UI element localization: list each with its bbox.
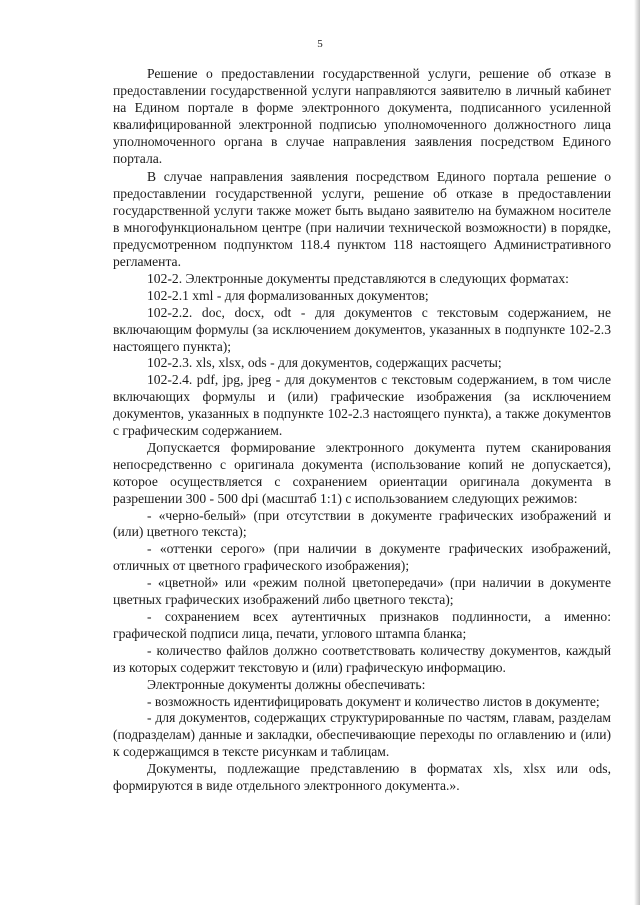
paragraph: 102-2.3. xls, xlsx, ods - для документов, содержащих расчеты; — [147, 355, 502, 371]
paragraph: Решение о предоставлении государственной услуги, решение об отказе в предоставлении государственной услуги направляются заявителю в личный кабинет на Едином портале в форме электронного документа, подписанного усиленной квалифицированной электронной подписью уполномоченного должностного лица уполномоченного органа в случае направления заявления посредством Единого портала. — [113, 66, 611, 166]
paragraph: 102-2.2. doc, docx, odt - для документов с текстовым содержанием, не включающим формулы (за исключением документов, указанных в подпункте 102-2.3 настоящего пункта); — [113, 304, 611, 354]
paragraph: 102-2. Электронные документы представляются в следующих форматах: — [147, 270, 569, 286]
paragraph: - «цветной» или «режим полной цветопередачи» (при наличии в документе цветных графических изображений либо цветного текста); — [113, 575, 611, 608]
paragraph: Документы, подлежащие представлению в форматах xls, xlsx или ods, формируются в виде отдельного электронного документа.». — [113, 761, 611, 794]
paragraph: Допускается формирование электронного документа путем сканирования непосредственно с оригинала документа (использование копий не допускается), которое осуществляется с сохранением ориентации оригинала документа в разрешении 300 - 500 dpi (масштаб 1:1) с использованием следующих режимов: — [113, 439, 611, 506]
document-body — [113, 66, 611, 795]
paragraph: - «черно-белый» (при отсутствии в документе графических изображений и (или) цветного текста); — [113, 507, 611, 540]
paragraph: 102-2.1 xml - для формализованных документов; — [147, 287, 429, 303]
paragraph: - сохранением всех аутентичных признаков подлинности, а именно: графической подписи лица, печати, углового штампа бланка; — [113, 609, 611, 641]
paragraph: - «оттенки серого» (при наличии в документе графических изображений, отличных от цветного графического изображения); — [113, 541, 611, 574]
paragraph: Электронные документы должны обеспечивать: — [147, 676, 426, 692]
scan-edge-shadow — [634, 0, 640, 905]
paragraph: 102-2.4. pdf, jpg, jpeg - для документов с текстовым содержанием, в том числе включающих формулы и (или) графические изображения (за исключением документов, указанных в подпункте 102-2.3 настоящего пункта), а также документов с графическим содержанием. — [113, 372, 611, 439]
paragraph: - для документов, содержащих структурированные по частям, главам, разделам (подразделам) данные и закладки, обеспечивающие переходы по оглавлению и (или) к содержащимся в тексте рисункам и таблицам. — [113, 710, 611, 760]
paragraph: - возможность идентифицировать документ и количество листов в документе; — [147, 693, 600, 709]
paragraph: В случае направления заявления посредством Единого портала решение о предоставлении государственной услуги, решение об отказе в предоставлении государственной услуги также может быть выдано заявителю на бумажном носителе в многофункциональном центре (при наличии технической возможности) в порядке, предусмотренном подпунктом 118.4 пунктом 118 настоящего Административного регламента. — [113, 169, 611, 269]
paragraph: - количество файлов должно соответствовать количеству документов, каждый из которых содержит текстовую и (или) графическую информацию. — [113, 642, 611, 675]
page-number: 5 — [317, 38, 323, 50]
